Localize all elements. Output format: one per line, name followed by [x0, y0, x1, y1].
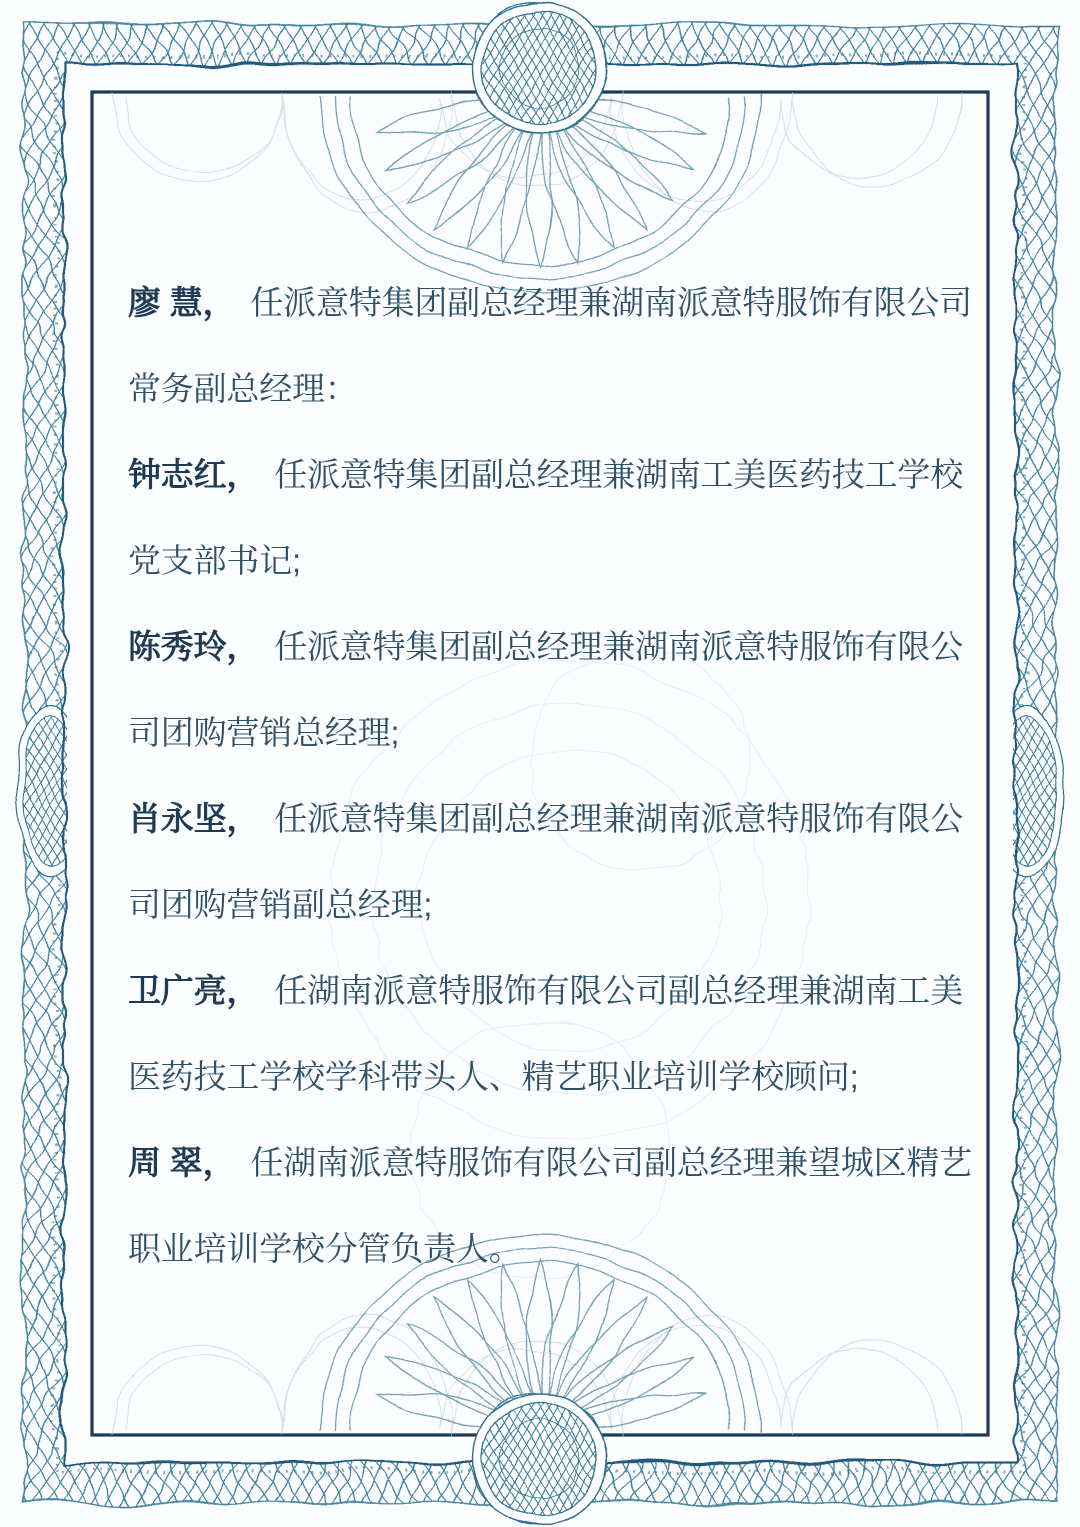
appointment-title: 任派意特集团副总经理兼湖南派意特服饰有限公司: [250, 284, 972, 321]
appointment-list: [128, 260, 972, 1292]
entry-first-line: [128, 260, 972, 346]
appointment-entry: [128, 260, 972, 432]
person-name: 卫广亮，: [128, 972, 260, 1009]
entry-first-line: [128, 604, 964, 690]
appointment-title-cont: 常务副总经理：: [128, 370, 358, 407]
entry-first-line: [128, 948, 964, 1034]
appointment-title: 任派意特集团副总经理兼湖南派意特服饰有限公: [274, 800, 964, 837]
appointment-title: 任派意特集团副总经理兼湖南派意特服饰有限公: [274, 628, 964, 665]
appointment-entry: [128, 948, 964, 1120]
person-name: 廖 慧，: [128, 284, 236, 321]
appointment-entry: [128, 776, 964, 948]
appointment-entry: [128, 604, 964, 776]
appointment-title-cont: 司团购营销副总经理;: [128, 886, 433, 923]
appointment-entry: [128, 1120, 972, 1292]
appointment-title: 任派意特集团副总经理兼湖南工美医药技工学校: [274, 456, 964, 493]
person-name: 钟志红，: [128, 456, 260, 493]
appointment-title-cont: 医药技工学校学科带头人、精艺职业培训学校顾问;: [128, 1058, 859, 1095]
appointment-title-cont: 司团购营销总经理;: [128, 714, 400, 751]
appointment-title-cont: 党支部书记;: [128, 542, 301, 579]
person-name: 肖永坚，: [128, 800, 260, 837]
entry-first-line: [128, 776, 964, 862]
entry-first-line: [128, 1120, 972, 1206]
appointment-title-cont: 职业培训学校分管负责人。: [128, 1230, 522, 1267]
entry-first-line: [128, 432, 964, 518]
person-name: 周 翠，: [128, 1144, 236, 1181]
person-name: 陈秀玲，: [128, 628, 260, 665]
appointment-title: 任湖南派意特服饰有限公司副总经理兼湖南工美: [274, 972, 964, 1009]
appointment-entry: [128, 432, 964, 604]
appointment-title: 任湖南派意特服饰有限公司副总经理兼望城区精艺: [250, 1144, 972, 1181]
